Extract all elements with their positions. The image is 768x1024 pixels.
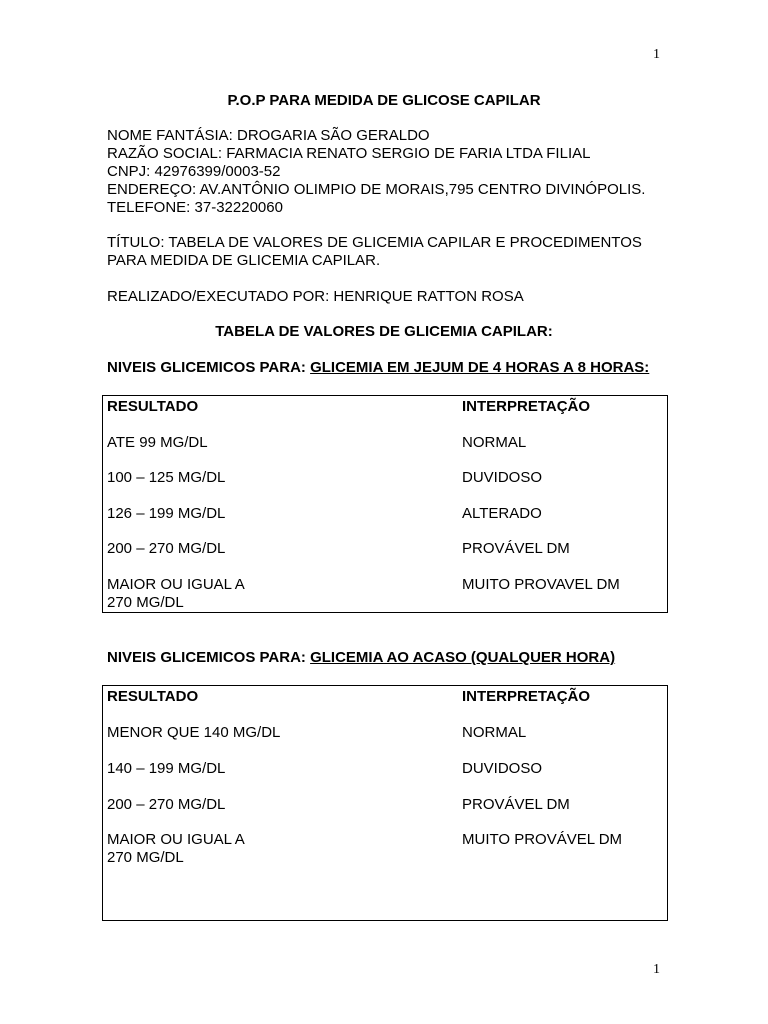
telefone: TELEFONE: 37-32220060	[107, 199, 283, 216]
header-interpretacao: INTERPRETAÇÃO	[462, 398, 591, 415]
realizado-block	[107, 288, 524, 306]
table-jejum	[102, 395, 668, 613]
page-number-bottom: 1	[653, 962, 660, 977]
cell-resultado: MAIOR OU IGUAL A 270 MG/DL	[107, 831, 244, 866]
tabela-heading: TABELA DE VALORES DE GLICEMIA CAPILAR:	[215, 323, 553, 340]
section-1-heading	[107, 359, 649, 376]
endereco: ENDEREÇO: AV.ANTÔNIO OLIMPIO DE MORAIS,795 CENTRO DIVINÓPOLIS.	[107, 181, 646, 198]
cell-resultado: 100 – 125 MG/DL	[107, 469, 226, 486]
cell-interpretacao: DUVIDOSO	[462, 469, 543, 486]
section-2-underlined: GLICEMIA AO ACASO (QUALQUER HORA)	[310, 649, 616, 666]
cell-interpretacao: PROVÁVEL DM	[462, 540, 570, 557]
cnpj: CNPJ: 42976399/0003-52	[107, 163, 281, 180]
cell-interpretacao: MUITO PROVAVEL DM	[462, 576, 620, 593]
razao-social: RAZÃO SOCIAL: FARMACIA RENATO SERGIO DE FARIA LTDA FILIAL	[107, 145, 591, 162]
cell-interpretacao: NORMAL	[462, 724, 527, 741]
cell-interpretacao: NORMAL	[462, 434, 527, 451]
cell-resultado: 200 – 270 MG/DL	[107, 540, 226, 557]
realizado-por: REALIZADO/EXECUTADO POR: HENRIQUE RATTON ROSA	[107, 288, 524, 305]
cell-interpretacao: ALTERADO	[462, 505, 542, 522]
page-number-top: 1	[653, 47, 660, 62]
cell-interpretacao: MUITO PROVÁVEL DM	[462, 831, 623, 848]
document-title: P.O.P PARA MEDIDA DE GLICOSE CAPILAR	[227, 92, 541, 109]
cell-resultado: MENOR QUE 140 MG/DL	[107, 724, 281, 741]
header-resultado: RESULTADO	[107, 398, 199, 415]
cell-resultado: 126 – 199 MG/DL	[107, 505, 226, 522]
titulo-line-1: TÍTULO: TABELA DE VALORES DE GLICEMIA CAPILAR E PROCEDIMENTOS	[107, 234, 642, 251]
section-1-underlined: GLICEMIA EM JEJUM DE 4 HORAS A 8 HORAS:	[310, 359, 650, 376]
header-interpretacao: INTERPRETAÇÃO	[462, 688, 591, 705]
cell-interpretacao: DUVIDOSO	[462, 760, 543, 777]
cell-resultado: 140 – 199 MG/DL	[107, 760, 226, 777]
section-2-prefix: NIVEIS GLICEMICOS PARA:	[107, 649, 311, 666]
cell-interpretacao: PROVÁVEL DM	[462, 796, 570, 813]
table-acaso	[102, 685, 668, 921]
cell-resultado: MAIOR OU IGUAL A 270 MG/DL	[107, 576, 244, 611]
titulo-line-2: PARA MEDIDA DE GLICEMIA CAPILAR.	[107, 252, 381, 269]
nome-fantasia: NOME FANTÁSIA: DROGARIA SÃO GERALDO	[107, 127, 430, 144]
cell-resultado: 200 – 270 MG/DL	[107, 796, 226, 813]
header-resultado: RESULTADO	[107, 688, 199, 705]
section-2-heading	[107, 649, 615, 666]
section-1-prefix: NIVEIS GLICEMICOS PARA:	[107, 359, 311, 376]
company-info	[107, 127, 645, 217]
cell-resultado: ATE 99 MG/DL	[107, 434, 208, 451]
titulo-block	[107, 234, 642, 270]
